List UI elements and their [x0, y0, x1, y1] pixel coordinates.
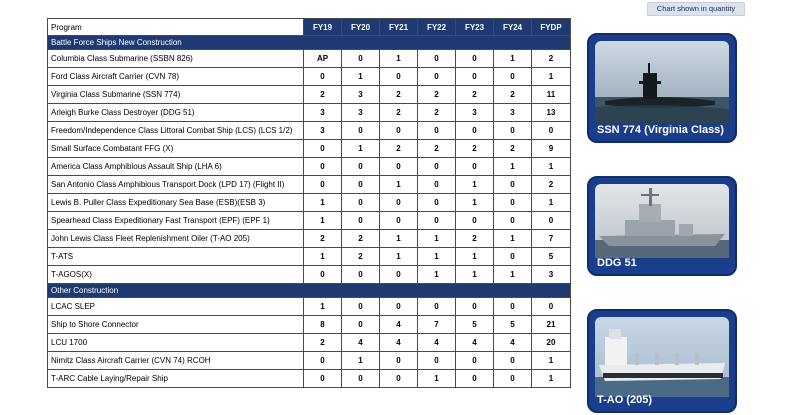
quantity-cell: 4: [494, 334, 532, 352]
program-name: LCU 1700: [48, 334, 304, 352]
quantity-cell: 0: [342, 176, 380, 194]
quantity-cell: 1: [418, 248, 456, 266]
quantity-cell: 9: [532, 140, 571, 158]
quantity-cell: 0: [494, 370, 532, 388]
table-row: [48, 176, 571, 194]
header-program: Program: [48, 19, 304, 36]
quantity-cell: 7: [532, 230, 571, 248]
quantity-cell: 1: [494, 230, 532, 248]
quantity-cell: 0: [304, 158, 342, 176]
quantity-cell: 3: [304, 104, 342, 122]
quantity-cell: 2: [304, 334, 342, 352]
quantity-cell: 2: [418, 140, 456, 158]
program-name: America Class Amphibious Assault Ship (LHA 6): [48, 158, 304, 176]
quantity-cell: 1: [532, 370, 571, 388]
quantity-cell: 4: [342, 334, 380, 352]
table-row: [48, 266, 571, 284]
quantity-cell: 0: [342, 50, 380, 68]
section-header-row: [48, 36, 571, 50]
quantity-cell: 1: [456, 194, 494, 212]
quantity-cell: 2: [342, 230, 380, 248]
quantity-cell: 13: [532, 104, 571, 122]
quantity-cell: 0: [342, 370, 380, 388]
photo-caption: T-AO (205): [597, 394, 653, 406]
table-row: [48, 68, 571, 86]
quantity-cell: 4: [456, 334, 494, 352]
quantity-cell: 3: [532, 266, 571, 284]
quantity-cell: 1: [494, 50, 532, 68]
program-name: Arleigh Burke Class Destroyer (DDG 51): [48, 104, 304, 122]
quantity-cell: 0: [380, 352, 418, 370]
quantity-cell: 1: [456, 266, 494, 284]
program-name: LCAC SLEP: [48, 298, 304, 316]
quantity-cell: 1: [304, 248, 342, 266]
quantity-cell: 0: [532, 212, 571, 230]
quantity-cell: 0: [304, 176, 342, 194]
quantity-cell: 0: [304, 68, 342, 86]
program-name: John Lewis Class Fleet Replenishment Oiler (T-AO 205): [48, 230, 304, 248]
quantity-cell: 0: [304, 370, 342, 388]
quantity-cell: 0: [380, 212, 418, 230]
table-row: [48, 50, 571, 68]
quantity-cell: 2: [342, 248, 380, 266]
quantity-cell: 2: [380, 140, 418, 158]
quantity-cell: 0: [532, 298, 571, 316]
table-row: [48, 86, 571, 104]
table-row: [48, 248, 571, 266]
quantity-cell: 11: [532, 86, 571, 104]
quantity-cell: 8: [304, 316, 342, 334]
quantity-cell: 2: [304, 86, 342, 104]
program-name: Ford Class Aircraft Carrier (CVN 78): [48, 68, 304, 86]
header-fy19: FY19: [304, 19, 342, 36]
submarine-image: [595, 41, 729, 123]
quantity-cell: 0: [304, 140, 342, 158]
header-fy21: FY21: [380, 19, 418, 36]
photo-caption: DDG 51: [597, 257, 637, 269]
photo-ssn774: [587, 33, 737, 143]
quantity-cell: 1: [418, 266, 456, 284]
quantity-cell: 1: [418, 230, 456, 248]
quantity-cell: 3: [494, 104, 532, 122]
quantity-cell: AP: [304, 50, 342, 68]
quantity-cell: 5: [532, 248, 571, 266]
quantity-cell: 0: [456, 68, 494, 86]
quantity-cell: 0: [456, 50, 494, 68]
quantity-cell: 0: [494, 298, 532, 316]
program-name: San Antonio Class Amphibious Transport Dock (LPD 17) (Flight II): [48, 176, 304, 194]
program-name: Ship to Shore Connector: [48, 316, 304, 334]
quantity-cell: 2: [532, 176, 571, 194]
quantity-cell: 0: [418, 50, 456, 68]
quantity-cell: 0: [342, 212, 380, 230]
program-name: Columbia Class Submarine (SSBN 826): [48, 50, 304, 68]
quantity-cell: 0: [494, 122, 532, 140]
quantity-cell: 1: [494, 266, 532, 284]
quantity-cell: 1: [342, 140, 380, 158]
program-name: T-ATS: [48, 248, 304, 266]
quantity-cell: 0: [456, 352, 494, 370]
quantity-cell: 0: [418, 212, 456, 230]
program-name: T-AGOS(X): [48, 266, 304, 284]
quantity-cell: 1: [304, 298, 342, 316]
quantity-cell: 0: [418, 194, 456, 212]
quantity-cell: 1: [304, 212, 342, 230]
section-title: Battle Force Ships New Construction: [48, 36, 571, 50]
quantity-cell: 0: [456, 158, 494, 176]
quantity-cell: 0: [342, 266, 380, 284]
table-row: [48, 316, 571, 334]
quantity-cell: 1: [304, 194, 342, 212]
program-name: Spearhead Class Expeditionary Fast Transport (EPF) (EPF 1): [48, 212, 304, 230]
quantity-cell: 1: [380, 176, 418, 194]
quantity-cell: 1: [532, 194, 571, 212]
table-row: [48, 352, 571, 370]
quantity-cell: 0: [418, 158, 456, 176]
quantity-cell: 0: [494, 212, 532, 230]
quantity-cell: 2: [456, 86, 494, 104]
quantity-cell: 1: [342, 352, 380, 370]
quantity-cell: 2: [380, 104, 418, 122]
quantity-cell: 1: [380, 248, 418, 266]
header-fydp: FYDP: [532, 19, 571, 36]
quantity-cell: 4: [380, 334, 418, 352]
program-name: Freedom/Independence Class Littoral Combat Ship (LCS) (LCS 1/2): [48, 122, 304, 140]
quantity-cell: 0: [494, 248, 532, 266]
quantity-cell: 1: [456, 248, 494, 266]
quantity-cell: 0: [380, 370, 418, 388]
quantity-cell: 0: [418, 176, 456, 194]
quantity-cell: 0: [532, 122, 571, 140]
quantity-cell: 0: [304, 266, 342, 284]
photo-caption: SSN 774 (Virginia Class): [597, 124, 724, 136]
quantity-cell: 0: [494, 176, 532, 194]
quantity-cell: 1: [532, 68, 571, 86]
quantity-cell: 0: [380, 158, 418, 176]
table-row: [48, 122, 571, 140]
table-row: [48, 194, 571, 212]
quantity-cell: 4: [418, 334, 456, 352]
quantity-cell: 7: [418, 316, 456, 334]
quantity-cell: 0: [380, 194, 418, 212]
destroyer-image: [595, 184, 729, 258]
quantity-cell: 0: [494, 68, 532, 86]
quantity-cell: 2: [380, 86, 418, 104]
quantity-cell: 0: [380, 122, 418, 140]
quantity-cell: 21: [532, 316, 571, 334]
quantity-cell: 0: [304, 352, 342, 370]
quantity-cell: 3: [304, 122, 342, 140]
oiler-image: [595, 317, 729, 397]
quantity-cell: 0: [456, 122, 494, 140]
header-fy24: FY24: [494, 19, 532, 36]
quantity-cell: 5: [494, 316, 532, 334]
quantity-cell: 1: [494, 158, 532, 176]
quantity-cell: 0: [418, 352, 456, 370]
quantity-cell: 20: [532, 334, 571, 352]
quantity-cell: 3: [456, 104, 494, 122]
quantity-cell: 0: [418, 68, 456, 86]
header-fy20: FY20: [342, 19, 380, 36]
table-row: [48, 370, 571, 388]
quantity-cell: 2: [418, 86, 456, 104]
quantity-cell: 1: [456, 176, 494, 194]
program-name: Small Surface Combatant FFG (X): [48, 140, 304, 158]
photo-tao205: [587, 309, 737, 413]
photo-ddg51: [587, 176, 737, 276]
table-row: [48, 158, 571, 176]
table-row: [48, 298, 571, 316]
quantity-cell: 2: [494, 140, 532, 158]
table-row: [48, 212, 571, 230]
quantity-cell: 2: [494, 86, 532, 104]
quantity-cell: 2: [532, 50, 571, 68]
quantity-cell: 0: [380, 266, 418, 284]
program-name: T-ARC Cable Laying/Repair Ship: [48, 370, 304, 388]
shipbuilding-table: [47, 18, 571, 388]
quantity-cell: 2: [418, 104, 456, 122]
quantity-cell: 1: [532, 158, 571, 176]
quantity-cell: 0: [456, 370, 494, 388]
quantity-cell: 1: [342, 68, 380, 86]
quantity-cell: 0: [456, 298, 494, 316]
quantity-cell: 1: [418, 370, 456, 388]
quantity-cell: 0: [456, 212, 494, 230]
quantity-cell: 4: [380, 316, 418, 334]
quantity-cell: 0: [418, 122, 456, 140]
header-fy22: FY22: [418, 19, 456, 36]
quantity-note: Chart shown in quantity: [647, 2, 745, 16]
program-name: Lewis B. Puller Class Expeditionary Sea Base (ESB)(ESB 3): [48, 194, 304, 212]
table-header-row: [48, 19, 571, 36]
quantity-cell: 0: [342, 122, 380, 140]
quantity-cell: 0: [494, 352, 532, 370]
table-row: [48, 140, 571, 158]
quantity-cell: 5: [456, 316, 494, 334]
table-row: [48, 230, 571, 248]
quantity-cell: 3: [342, 86, 380, 104]
program-name: Nimitz Class Aircraft Carrier (CVN 74) RCOH: [48, 352, 304, 370]
quantity-cell: 0: [380, 298, 418, 316]
table-row: [48, 334, 571, 352]
quantity-cell: 2: [456, 230, 494, 248]
quantity-cell: 2: [304, 230, 342, 248]
section-header-row: [48, 284, 571, 298]
quantity-cell: 3: [342, 104, 380, 122]
quantity-cell: 0: [342, 194, 380, 212]
quantity-cell: 0: [418, 298, 456, 316]
header-fy23: FY23: [456, 19, 494, 36]
table-row: [48, 104, 571, 122]
quantity-cell: 0: [494, 194, 532, 212]
quantity-cell: 0: [380, 68, 418, 86]
section-title: Other Construction: [48, 284, 571, 298]
quantity-cell: 1: [380, 50, 418, 68]
quantity-cell: 1: [380, 230, 418, 248]
quantity-cell: 0: [342, 158, 380, 176]
quantity-cell: 0: [342, 298, 380, 316]
quantity-cell: 2: [456, 140, 494, 158]
quantity-cell: 0: [342, 316, 380, 334]
quantity-cell: 1: [532, 352, 571, 370]
program-name: Virginia Class Submarine (SSN 774): [48, 86, 304, 104]
